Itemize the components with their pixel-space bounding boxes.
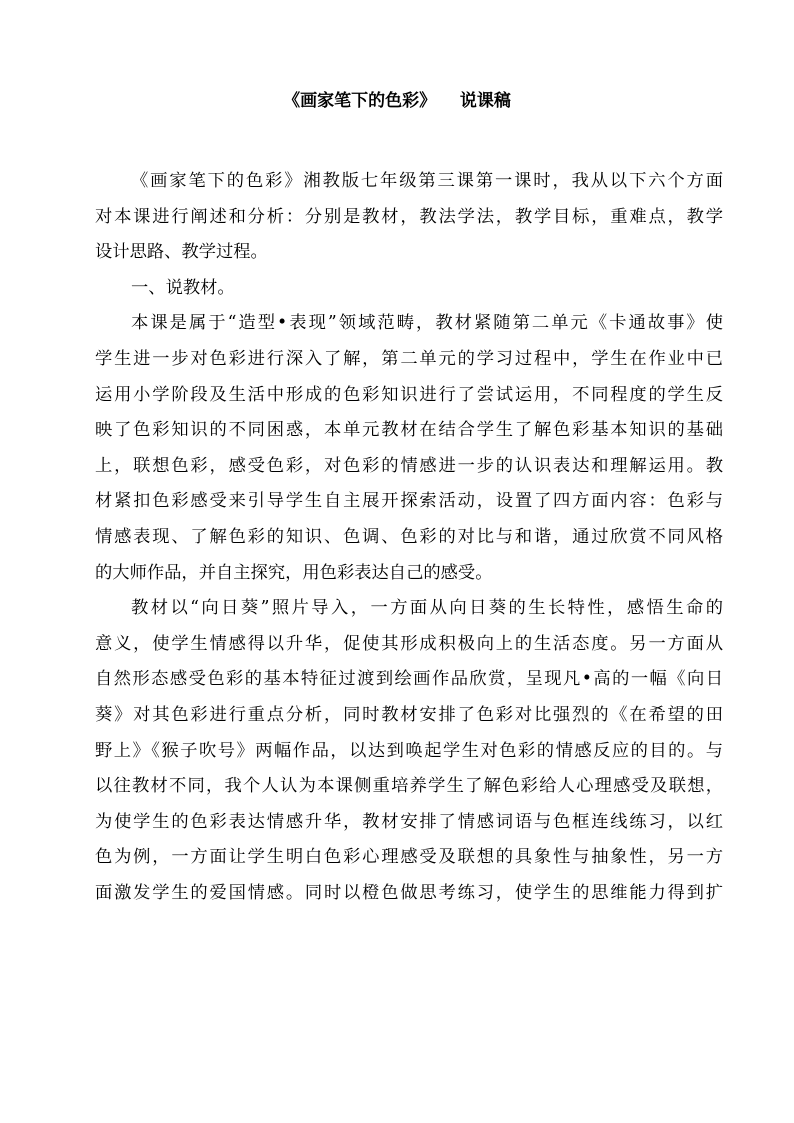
section-heading: 一、说教材。 [131, 277, 235, 298]
paragraph-line: 本课是属于“造型•表现”领域范畴，教材紧随第二单元《卡通故事》使 [131, 313, 723, 334]
paragraph-line: 运用小学阶段及生活中形成的色彩知识进行了尝试运用，不同程度的学生反 [95, 384, 723, 405]
paragraph-line: 映了色彩知识的不同困惑，本单元教材在结合学生了解色彩基本知识的基础 [95, 420, 723, 441]
paragraph-line: 色为例，一方面让学生明白色彩心理感受及联想的具象性与抽象性，另一方 [95, 847, 723, 868]
paragraph-line: 意义，使学生情感得以升华，促使其形成积极向上的生活态度。另一方面从 [95, 633, 723, 654]
paragraph-line: 的大师作品，并自主探究，用色彩表达自己的感受。 [95, 562, 493, 583]
paragraph-line: 为使学生的色彩表达情感升华，教材安排了情感词语与色框连线练习，以红 [95, 811, 723, 832]
paragraph-line: 《画家笔下的色彩》湘教版七年级第三课第一课时，我从以下六个方面 [131, 171, 723, 191]
paragraph-line: 教材以“向日葵”照片导入，一方面从向日葵的生长特性，感悟生命的 [131, 598, 723, 619]
paragraph-line: 野上》《猴子吹号》两幅作品，以达到唤起学生对色彩的情感反应的目的。与 [95, 740, 723, 761]
paragraph-line: 情感表现、了解色彩的知识、色调、色彩的对比与和谐，通过欣赏不同风格 [95, 526, 723, 547]
paragraph-line: 自然形态感受色彩的基本特征过渡到绘画作品欣赏，呈现凡•高的一幅《向日 [95, 669, 723, 690]
paragraph-line: 对本课进行阐述和分析：分别是教材，教法学法，教学目标，重难点，教学 [95, 206, 723, 227]
paragraph-line: 上，联想色彩，感受色彩，对色彩的情感进一步的认识表达和理解运用。教 [95, 455, 723, 476]
paragraph-line: 材紧扣色彩感受来引导学生自主展开探索活动，设置了四方面内容：色彩与 [95, 491, 723, 512]
paragraph-line: 面激发学生的爱国情感。同时以橙色做思考练习，使学生的思维能力得到扩 [95, 882, 723, 903]
paragraph-line: 学生进一步对色彩进行深入了解，第二单元的学习过程中，学生在作业中已 [95, 348, 723, 369]
document-title: 《画家笔下的色彩》 说课稿 [283, 91, 511, 111]
document-body [95, 164, 723, 911]
paragraph-line: 以往教材不同，我个人认为本课侧重培养学生了解色彩给人心理感受及联想， [95, 776, 723, 797]
paragraph-line: 葵》对其色彩进行重点分析，同时教材安排了色彩对比强烈的《在希望的田 [95, 704, 723, 725]
paragraph-line: 设计思路、教学过程。 [95, 242, 268, 263]
